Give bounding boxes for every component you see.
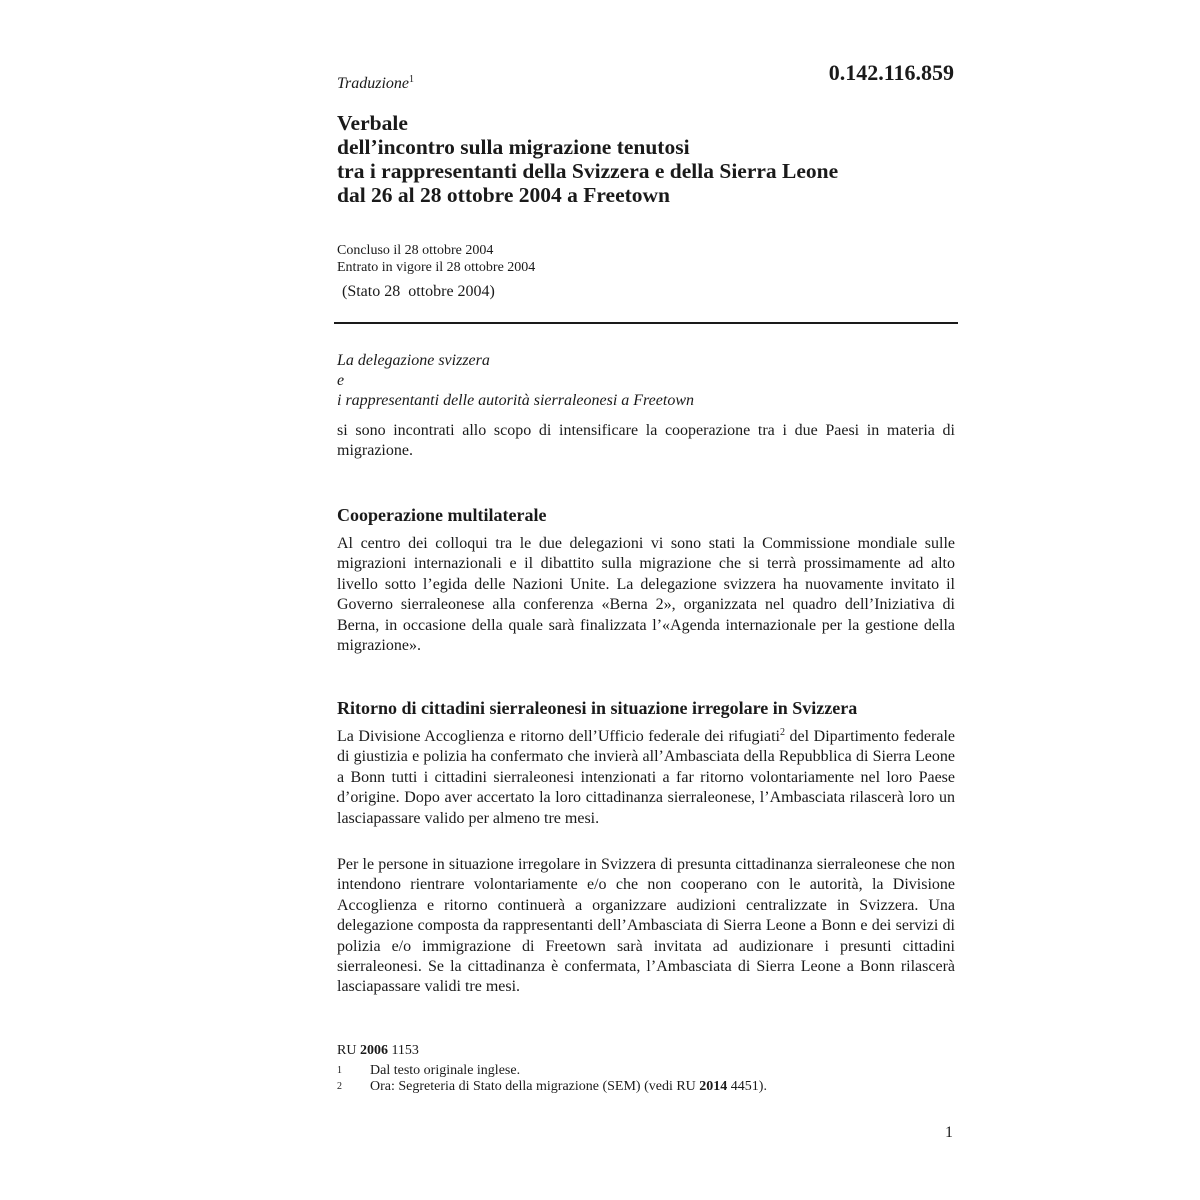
title-line: dal 26 al 28 ottobre 2004 a Freetown xyxy=(337,183,671,207)
translation-label-text: Traduzione xyxy=(337,75,410,92)
concluded-date: Concluso il 28 ottobre 2004 xyxy=(337,243,494,258)
footnote-1 xyxy=(337,1063,767,1079)
sr-number: 0.142.116.859 xyxy=(828,60,954,85)
ru-reference xyxy=(337,1043,419,1059)
party-line: i rappresentanti delle autorità sierraleonesi a Freetown xyxy=(337,392,694,409)
parties-block xyxy=(337,351,694,411)
status-date xyxy=(342,283,495,301)
title-line: Verbale xyxy=(337,111,408,135)
footnote-text-a: Ora: Segreteria di Stato della migrazione (SEM) (vedi RU xyxy=(370,1079,700,1094)
return-paragraph-1 xyxy=(337,727,955,829)
footnote-text xyxy=(370,1079,767,1095)
return-paragraph-1-text-b: del Dipartimento federale di giustizia e polizia ha confermato che invierà all’Ambasciata della Repubblica di Sierra Leone a Bonn tutti i cittadini sierraleonesi intenzionati a far ritorno volontariamente nel loro Paese d’origine. Dopo aver accertato la loro cittadinanza sierraleonese, l’Ambasciata rilascerà loro un lasciapassare valido per almeno tre mesi. xyxy=(337,728,955,827)
ru-prefix: RU xyxy=(337,1043,357,1058)
header-rule xyxy=(334,322,958,324)
status-suffix: ottobre 2004) xyxy=(408,283,495,300)
party-line: e xyxy=(337,372,345,389)
footnote-2 xyxy=(337,1079,767,1095)
footnote-ru-year: 2014 xyxy=(699,1079,728,1094)
title-line: dell’incontro sulla migrazione tenutosi xyxy=(337,135,690,159)
ru-page: 1153 xyxy=(391,1043,419,1058)
section-heading-return: Ritorno di cittadini sierraleonesi in situazione irregolare in Svizzera xyxy=(337,698,858,718)
footnote-text-b: 4451). xyxy=(727,1079,767,1094)
document-title xyxy=(337,111,958,207)
footnote-number: 2 xyxy=(337,1081,342,1092)
footnote-number: 1 xyxy=(337,1065,342,1076)
intro-paragraph: si sono incontrati allo scopo di intensificare la cooperazione tra i due Paesi in materia di migrazione. xyxy=(337,422,955,460)
document-dates xyxy=(337,242,535,276)
footnotes xyxy=(337,1063,767,1095)
page-number: 1 xyxy=(945,1124,953,1141)
ru-year: 2006 xyxy=(359,1043,388,1058)
party-line: La delegazione svizzera xyxy=(337,352,490,369)
return-paragraph-1-text-a: La Divisione Accoglienza e ritorno dell’Ufficio federale dei rifugiati xyxy=(337,728,780,745)
footnote-ref-2: 2 xyxy=(780,727,785,738)
return-paragraph-2: Per le persone in situazione irregolare in Svizzera di presunta cittadinanza sierraleonese che non intendono rientrare volontariamente e/o che non cooperano con le autorità, la Divisione Accoglienza e ritorno continuerà a organizzare audizioni centralizzate in Svizzera. Una delegazione composta da rappresentanti dell’Ambasciata di Sierra Leone a Bonn e dei servizi di polizia e/o immigrazione di Freetown sarà invitata ad audizionare i presunti cittadini sierraleonesi. Se la cittadinanza è confermata, l’Ambasciata di Sierra Leone a Bonn rilascerà lasciapassare validi tre mesi. xyxy=(337,856,955,996)
footnote-text: Dal testo originale inglese. xyxy=(370,1063,521,1078)
in-force-date: Entrato in vigore il 28 ottobre 2004 xyxy=(337,260,536,275)
document-page xyxy=(337,0,958,1200)
cooperation-paragraph: Al centro dei colloqui tra le due delegazioni vi sono stati la Commissione mondiale sulle migrazioni internazionali e il dibattito sulla migrazione che si terrà prossimamente ad alto livello sotto l’egida delle Nazioni Unite. La delegazione svizzera ha nuovamente invitato il Governo sierraleonese alla conferenza «Berna 2», organizzata nel quadro dell’Iniziativa di Berna, in occasione della quale sarà finalizzata l’«Agenda internazionale per la gestione della migrazione». xyxy=(337,535,955,655)
footnote-ref-1: 1 xyxy=(409,74,415,85)
translation-label xyxy=(337,74,414,93)
title-line: tra i rappresentanti della Svizzera e della Sierra Leone xyxy=(337,159,839,183)
status-prefix: (Stato 28 xyxy=(342,283,401,300)
section-heading-cooperation: Cooperazione multilaterale xyxy=(337,505,547,525)
